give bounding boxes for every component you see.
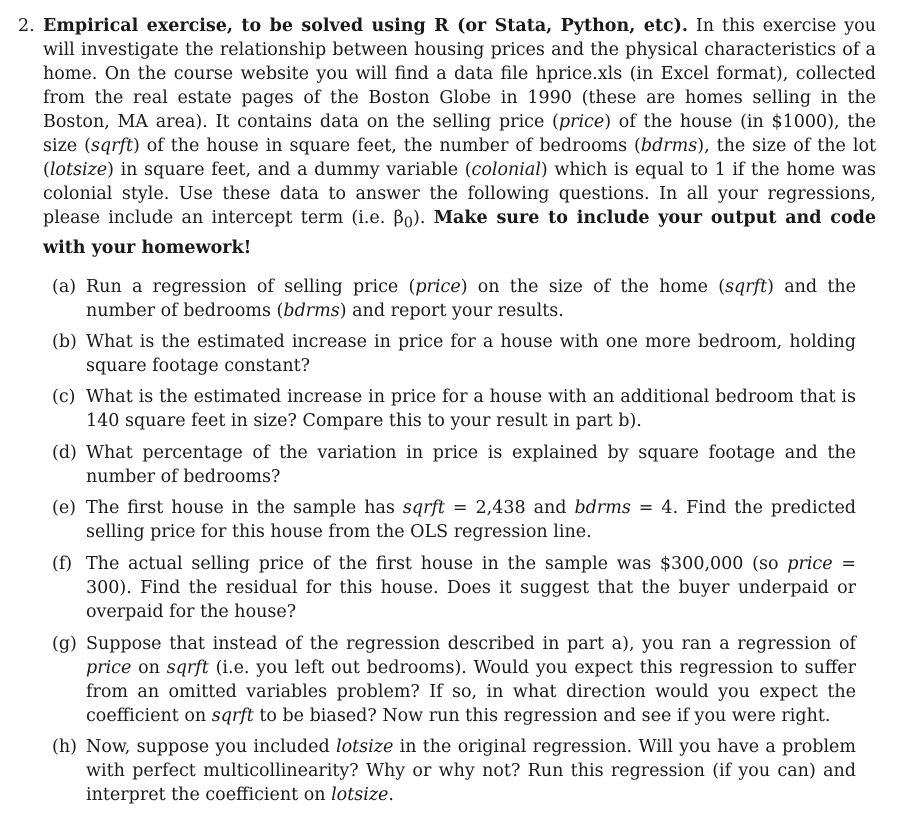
question-text-segment: Run a regression of selling price (	[86, 277, 416, 297]
question-label: (c)	[52, 387, 76, 407]
question-label: (a)	[52, 277, 77, 297]
question-text-segment: What percentage of the variation in price is explained by square footage and the number of bedrooms?	[86, 443, 856, 487]
question-text-segment: to be biased? Now run this regression and see if you were right.	[253, 706, 831, 726]
variable-name: price	[86, 658, 132, 678]
question-text-segment: (i.e. you left out bedrooms). Would you expect this regression to suffer from an omitted variables problem? If so, in what direction would you expect the coefficient on	[86, 658, 856, 726]
question-text	[86, 441, 856, 489]
question-text-segment: = 300). Find the residual for this house. Does it suggest that the buyer underpaid or overpaid for the house?	[86, 554, 856, 622]
question-text-segment: ) on the size of the home (	[460, 277, 726, 297]
question-text-segment: The actual selling price of the first house in the sample was $300,000 (so	[86, 554, 788, 574]
question-text-segment: on	[131, 658, 167, 678]
question-text-segment: = 4. Find the predicted selling price for this house from the OLS regression line.	[86, 498, 857, 542]
question-text-segment: What is the estimated increase in price for a house with one more bedroom, holding square footage constant?	[86, 332, 856, 376]
var-sqrft: sqrft	[90, 136, 133, 156]
problem-closing-instruction: Make sure to include your output and code with your homework!	[43, 208, 877, 258]
var-lotsize: lotsize	[49, 160, 108, 180]
intro-text-6: ) which is equal to 1 if the home was colonial style. Use these data to answer the following questions. In all your regressions, please include an intercept term (i.e. β	[43, 160, 876, 228]
question-text-segment: ) and the number of bedrooms (	[86, 277, 856, 321]
variable-name: sqrft	[211, 706, 254, 726]
variable-name: bdrms	[574, 498, 631, 518]
question-text	[86, 385, 856, 433]
question-label: (f)	[52, 554, 73, 574]
variable-name: price	[787, 554, 833, 574]
problem-intro	[43, 14, 876, 260]
question-label: (d)	[52, 443, 77, 463]
question-text-segment: Suppose that instead of the regression described in part a), you ran a regression of	[86, 634, 856, 654]
intro-text-1: In this exercise you will investigate the relationship between housing prices and the physical characteristics of a home. On the course website you will find a data file hprice.xls (in Excel format), collected from the real estate pages of the Boston Globe in 1990 (these are homes selling in the Boston, MA area). It contains data on the selling price (	[43, 16, 876, 132]
intro-text-4: ), the size of the lot (	[43, 136, 877, 180]
question-label: (b)	[52, 332, 77, 352]
problem-number: 2.	[18, 16, 35, 36]
var-price: price	[558, 112, 605, 132]
variable-name: price	[415, 277, 461, 297]
question-label: (h)	[52, 737, 77, 757]
question-text-segment: Now, suppose you included	[86, 737, 336, 757]
intro-text-5: ) in square feet, and a dummy variable (	[107, 160, 472, 180]
question-text-segment: What is the estimated increase in price for a house with an additional bedroom that is 140 square feet in size? Compare this to your result in part b).	[86, 387, 856, 431]
variable-name: sqrft	[402, 498, 445, 518]
question-label: (g)	[52, 634, 77, 654]
question-text-segment: in the original regression. Will you have a problem with perfect multicollinearity? Why or why not? Run this regression (if you can) and interpret the coefficient on	[86, 737, 856, 805]
intro-text-7: ).	[413, 208, 434, 228]
question-text-segment: ) and report your results.	[339, 301, 564, 321]
question-text-segment: The first house in the sample has	[86, 498, 403, 518]
variable-name: sqrft	[166, 658, 209, 678]
variable-name: sqrft	[725, 277, 768, 297]
problem-title: Empirical exercise, to be solved using R (or Stata, Python, etc).	[43, 16, 688, 36]
var-bdrms: bdrms	[640, 136, 698, 156]
question-text	[86, 632, 856, 728]
question-text	[86, 330, 856, 378]
var-colonial: colonial	[471, 160, 541, 180]
variable-name: lotsize	[335, 737, 394, 757]
question-text	[86, 496, 856, 544]
question-text-segment: .	[388, 785, 394, 805]
question-label: (e)	[52, 498, 77, 518]
question-text	[86, 735, 856, 807]
variable-name: lotsize	[331, 785, 389, 805]
intro-text-3: ) of the house in square feet, the number of bedrooms (	[133, 136, 641, 156]
variable-name: bdrms	[283, 301, 340, 321]
beta-subscript: 0	[403, 214, 414, 232]
question-text	[86, 552, 856, 624]
question-text-segment: = 2,438 and	[444, 498, 575, 518]
intro-text-2: ) of the house (in $1000), the size (	[43, 112, 876, 156]
question-text	[86, 275, 856, 323]
